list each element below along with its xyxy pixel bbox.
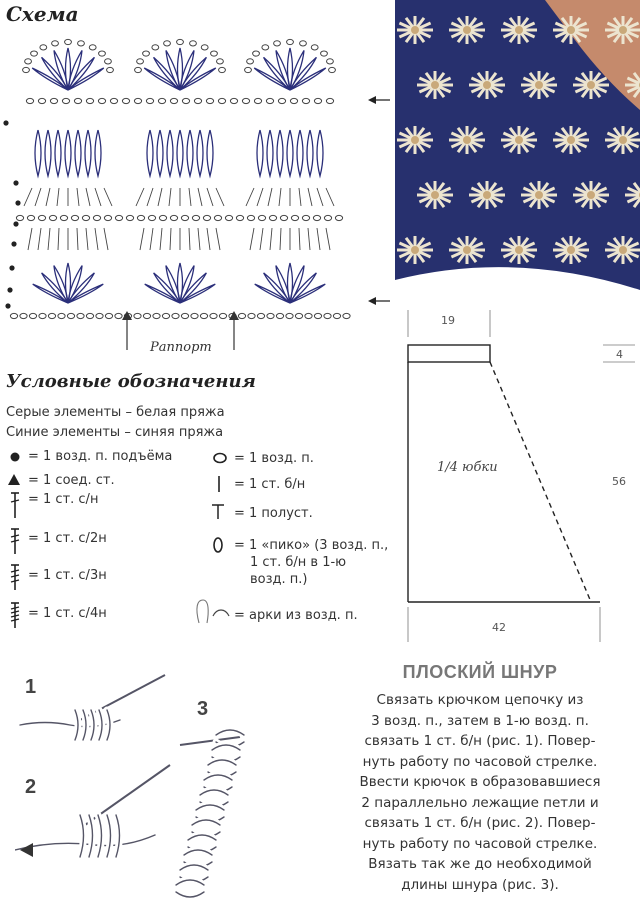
repeat-arrows: [110, 310, 250, 355]
legend-blue-line: Синие элементы – синяя пряжа: [6, 425, 224, 440]
legend-item-10-line2: 1 ст. б/н в 1-ю: [250, 555, 347, 570]
filled-dot-icon: [8, 450, 22, 464]
legend-item-11: = арки из возд. п.: [234, 608, 358, 623]
filled-triangle-icon: [7, 473, 21, 487]
cord-line-2: 3 возд. п., затем в 1-ю возд. п.: [371, 712, 589, 729]
cord-instructions: [330, 690, 630, 895]
legend-item-9: = 1 полуст.: [234, 506, 313, 521]
cord-line-6: 2 параллельно лежащие петли и: [361, 794, 599, 811]
legend-item-7: = 1 возд. п.: [234, 451, 314, 466]
cord-line-3: связать 1 ст. б/н (рис. 1). Повер-: [364, 733, 596, 749]
legend-item-2: = 1 соед. ст.: [28, 473, 115, 488]
dc2-icon: [8, 526, 22, 556]
legend-item-3: = 1 ст. с/н: [28, 492, 99, 507]
legend-item-5: = 1 ст. с/3н: [28, 568, 107, 583]
legend-title: Условные обозначения: [6, 371, 256, 392]
cord-illustration: [15, 665, 315, 910]
panel-label: 1/4 юбки: [437, 460, 498, 475]
figure-number-3: 3: [197, 698, 209, 720]
cord-line-9: Вязать так же до необходимой: [368, 856, 592, 872]
cord-line-1: Связать крючком цепочку из: [376, 692, 584, 708]
sc-bar-icon: [212, 474, 226, 494]
legend-gray-line: Серые элементы – белая пряжа: [6, 405, 225, 420]
cord-line-5: Ввести крючок в образовавшиеся: [359, 774, 601, 790]
legend-item-10: = 1 «пико» (3 возд. п.,: [234, 538, 389, 553]
chain-oval-icon: [211, 451, 229, 465]
dim-bottom-width: 42: [492, 621, 506, 634]
crochet-scheme-diagram: [0, 28, 395, 358]
skirt-pattern-diagram: [395, 297, 640, 642]
skirt-photo: [395, 0, 640, 297]
dim-top-width: 19: [441, 314, 455, 327]
dc3-icon: [8, 562, 22, 592]
legend-item-8: = 1 ст. б/н: [234, 477, 306, 492]
dim-band-height: 4: [616, 348, 623, 361]
cord-line-7: связать 1 ст. б/н (рис. 2). Повер-: [364, 815, 596, 831]
legend-item-4: = 1 ст. с/2н: [28, 531, 107, 546]
scheme-title: Схема: [6, 2, 79, 26]
cord-title: ПЛОСКИЙ ШНУР: [402, 662, 558, 682]
cord-line-8: нуть работу по часовой стрелке.: [362, 835, 598, 852]
dim-height: 56: [612, 475, 626, 488]
picot-icon: [211, 535, 225, 557]
legend-item-10-line3: возд. п.): [250, 572, 308, 587]
cord-line-10: длины шнура (рис. 3).: [401, 876, 559, 893]
legend-item-6: = 1 ст. с/4н: [28, 606, 107, 621]
hdc-t-icon: [210, 503, 226, 521]
repeat-label: Раппорт: [150, 340, 212, 355]
dc-icon: [8, 490, 22, 520]
dc4-icon: [8, 600, 22, 630]
arch-icon: [193, 598, 233, 626]
legend-item-1: = 1 возд. п. подъёма: [28, 449, 173, 464]
figure-number-1: 1: [25, 676, 37, 698]
cord-line-4: нуть работу по часовой стрелке.: [362, 753, 598, 770]
figure-number-2: 2: [25, 776, 37, 798]
